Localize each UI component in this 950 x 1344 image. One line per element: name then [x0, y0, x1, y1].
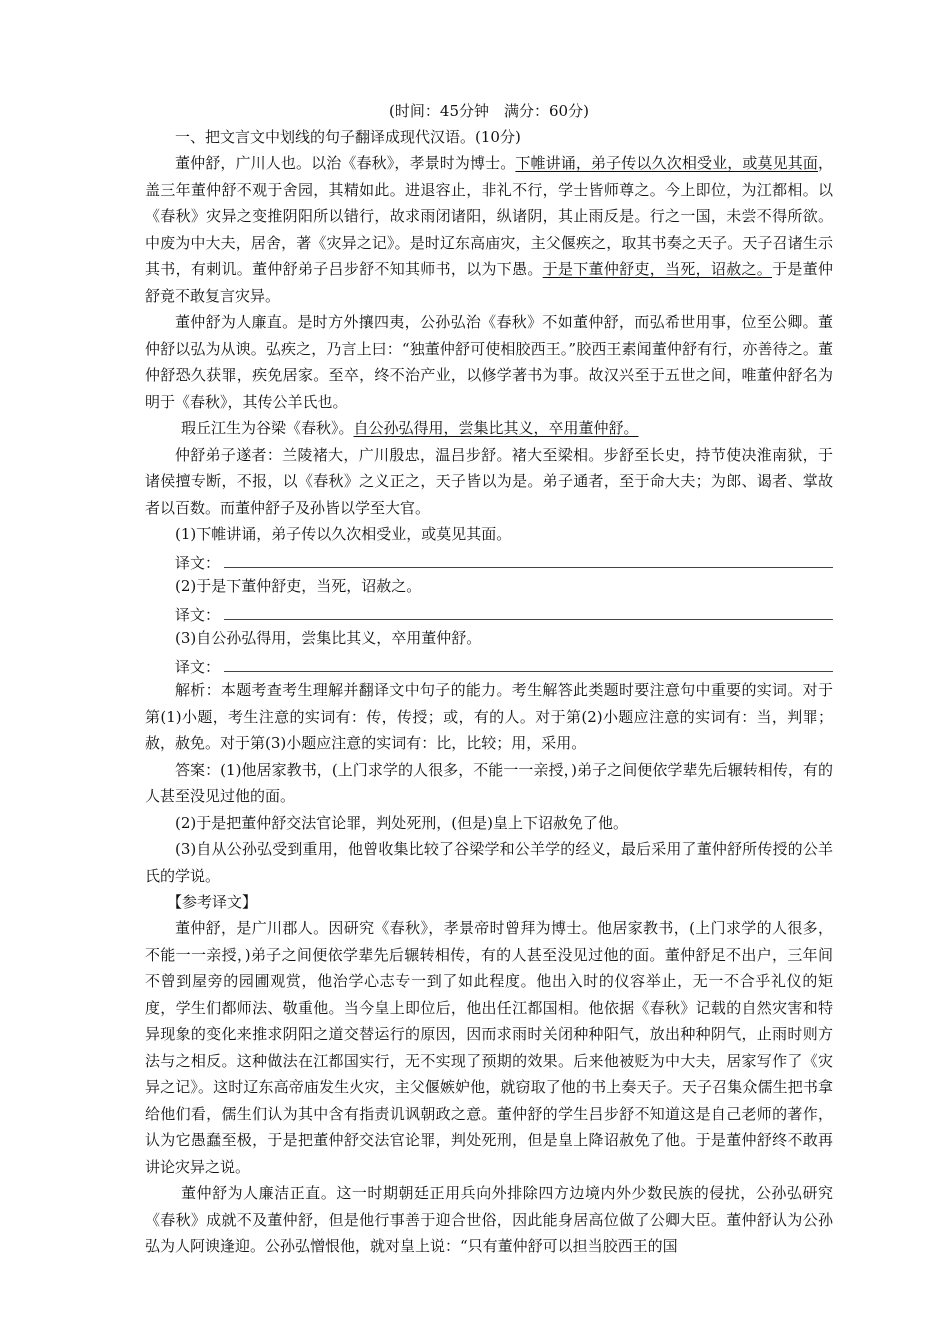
answer-1: 答案：(1)他居家教书，(上门求学的人很多，不能一一亲授，)弟子之间便依学辈先后辗转相传，有的人甚至没见过他的面。: [145, 760, 833, 805]
translation-line-1: [145, 547, 833, 573]
translation-line-3: [145, 651, 833, 677]
translation-line-2: [145, 599, 833, 625]
passage-paragraph-1: [145, 150, 833, 309]
question-1: (1)下帷讲诵，弟子传以久次相受业，或莫见其面。: [175, 525, 512, 543]
translation-label: 译文：: [175, 606, 221, 624]
answer-blank[interactable]: [224, 567, 833, 568]
question-3: (3)自公孙弘得用，尝集比其义，卒用董仲舒。: [175, 629, 482, 647]
reference-paragraph-2: 董仲舒为人廉洁正直。这一时期朝廷正用兵向外排除四方边境内外少数民族的侵扰，公孙弘研究《春秋》成就不及董仲舒，但是他行事善于迎合世俗，因此能身居高位做了公卿大臣。董仲舒认为公孙弘为人阿谀逢迎。公孙弘憎恨他，就对皇上说：“只有董仲舒可以担当胶西王的国: [145, 1184, 833, 1255]
analysis-paragraph: 解析：本题考查考生理解并翻译文中句子的能力。考生解答此类题时要注意句中重要的实词。对于第(1)小题，考生注意的实词有：传，传授；或，有的人。对于第(2)小题应注意的实词有：当，判罪；赦，赦免。对于第(3)小题应注意的实词有：比，比较；用，采用。: [145, 681, 833, 752]
section-title: 一、把文言文中划线的句子翻译成现代汉语。(10分): [175, 128, 521, 146]
reference-paragraph-1: 董仲舒，是广川郡人。因研究《春秋》，孝景帝时曾拜为博士。他居家教书，(上门求学的人很多，不能一一亲授，)弟子之间便依学辈先后辗转相传，有的人甚至没见过他的面。董仲舒足不出户，三年间不曾到屋旁的园圃观赏，他治学心志专一到了如此程度。他出入时的仪容举止，无一不合乎礼仪的矩度，学生们都师法、敬重他。当今皇上即位后，他出任江都国相。他依据《春秋》记载的自然灾害和特异现象的变化来推求阴阳之道交替运行的原因，因而求雨时关闭种种阳气，放出种种阴气，止雨时则方法与之相反。这种做法在江都国实行，无不实现了预期的效果。后来他被贬为中大夫，居家写作了《灾异之记》。这时辽东高帝庙发生火灾，主父偃嫉妒他，就窃取了他的书上奏天子。天子召集众儒生把书拿给他们看，儒生们认为其中含有指责讥讽朝政之意。董仲舒的学生吕步舒不知道这是自己老师的著作，认为它愚蠢至极，于是把董仲舒交法官论罪，判处死刑，但是皇上降诏赦免了他。于是董仲舒终不敢再讲论灾异之说。: [145, 919, 833, 1176]
passage-text: 于是董仲舒竟不敢复言灾异。: [145, 260, 833, 305]
answer-blank[interactable]: [224, 671, 833, 672]
passage-text: 董仲舒，广川人也。以治《春秋》，孝景时为博士。: [175, 154, 516, 172]
passage-text: ，盖三年董仲舒不观于舍园，其精如此。进退容止，非礼不行，学士皆师尊之。今上即位，为江都相。以《春秋》灾异之变推阴阳所以错行，故求雨闭诸阳，纵诸阴，其止雨反是。行之一国，未尝不得所欲。中废为中大夫，居舍，著《灾异之记》。是时辽东高庙灾，主父偃疾之，取其书奏之天子。天子召诸生示其书，有刺讥。董仲舒弟子吕步舒不知其师书，以为下愚。: [145, 154, 833, 278]
passage-paragraph-4: 仲舒弟子遂者：兰陵褚大，广川殷忠，温吕步舒。褚大至梁相。步舒至长史，持节使决淮南狱，于诸侯擅专断，不报，以《春秋》之义正之，天子皆以为是。弟子通者，至于命大夫；为郎、谒者、掌故者以百数。而董仲舒子及孙皆以学至大官。: [145, 445, 833, 517]
passage-text: 瑕丘江生为谷梁《春秋》。: [181, 419, 354, 437]
translation-label: 译文：: [175, 554, 221, 572]
passage-paragraph-3: [145, 415, 833, 442]
answer-2: (2)于是把董仲舒交法官论罪，判处死刑，(但是)皇上下诏赦免了他。: [175, 813, 628, 832]
answer-3: (3)自从公孙弘受到重用，他曾收集比较了谷梁学和公羊学的经义，最后采用了董仲舒所传授的公羊氏的学说。: [145, 840, 833, 885]
answer-blank[interactable]: [224, 619, 833, 620]
underlined-sentence-3: 自公孙弘得用，尝集比其义，卒用董仲舒。: [353, 419, 639, 437]
question-2: (2)于是下董仲舒吏，当死，诏赦之。: [175, 577, 422, 595]
translation-label: 译文：: [175, 658, 221, 676]
document-body: [145, 98, 833, 1260]
reference-title: 【参考译文】: [167, 893, 258, 911]
passage-paragraph-2: 董仲舒为人廉直。是时方外攘四夷，公孙弘治《春秋》不如董仲舒，而弘希世用事，位至公卿。董仲舒以弘为从谀。弘疾之，乃言上曰：“独董仲舒可使相胶西王。”胶西王素闻董仲舒有行，亦善待之。董仲舒恐久获罪，疾免居家。至卒，终不治产业，以修学著书为事。故汉兴至于五世之间，唯董仲舒名为明于《春秋》，其传公羊氏也。: [145, 313, 833, 411]
time-info: (时间：45分钟 满分：60分): [389, 102, 589, 120]
underlined-sentence-1: 下帷讲诵，弟子传以久次相受业，或莫见其面: [515, 154, 818, 172]
underlined-sentence-2: 于是下董仲舒吏，当死，诏赦之。: [542, 260, 773, 278]
